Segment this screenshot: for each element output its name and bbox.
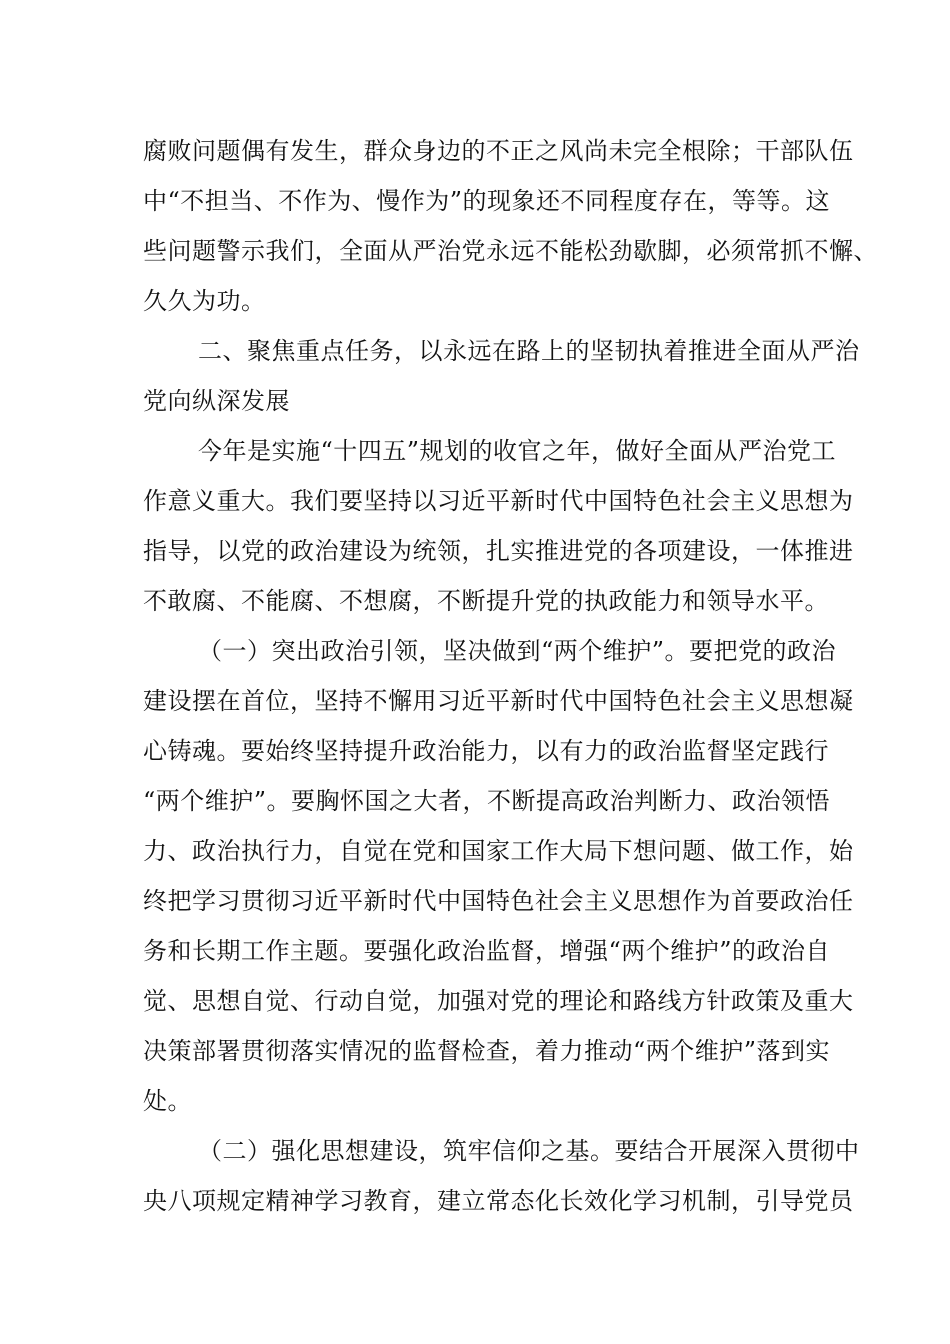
text-line: 央八项规定精神学习教育，建立常态化长效化学习机制，引导党员 [143, 1187, 854, 1215]
text-line: 指导，以党的政治建设为统领，扎实推进党的各项建设，一体推进 [143, 537, 854, 565]
section-heading-cont: 党向纵深发展 [143, 387, 290, 415]
text-line: 作意义重大。我们要坚持以习近平新时代中国特色社会主义思想为 [143, 487, 854, 515]
document-body [143, 126, 878, 1226]
text-line: 腐败问题偶有发生，群众身边的不正之风尚未完全根除；干部队伍 [143, 137, 854, 165]
text-line: 久久为功。 [143, 287, 266, 315]
text-line: 务和长期工作主题。要强化政治监督，增强“两个维护”的政治自 [143, 937, 831, 965]
text-line: 力、政治执行力，自觉在党和国家工作大局下想问题、做工作，始 [143, 837, 854, 865]
text-line: 决策部署贯彻落实情况的监督检查，着力推动“两个维护”落到实 [143, 1037, 831, 1065]
text-line: 觉、思想自觉、行动自觉，加强对党的理论和路线方针政策及重大 [143, 987, 854, 1015]
subsection-line: （一）突出政治引领，坚决做到“两个维护”。要把党的政治 [198, 637, 837, 665]
text-line: 今年是实施“十四五”规划的收官之年，做好全面从严治党工 [198, 437, 837, 465]
text-line: 处。 [143, 1087, 192, 1115]
text-line: 中“不担当、不作为、慢作为”的现象还不同程度存在，等等。这 [143, 187, 831, 215]
text-line: 心铸魂。要始终坚持提升政治能力，以有力的政治监督坚定践行 [143, 737, 829, 765]
subsection-line: （二）强化思想建设，筑牢信仰之基。要结合开展深入贯彻中 [198, 1137, 860, 1165]
text-line: 终把学习贯彻习近平新时代中国特色社会主义思想作为首要政治任 [143, 887, 854, 915]
text-line: 建设摆在首位，坚持不懈用习近平新时代中国特色社会主义思想凝 [143, 687, 854, 715]
text-line: 些问题警示我们，全面从严治党永远不能松劲歇脚，必须常抓不懈、 [143, 237, 878, 265]
text-line: “两个维护”。要胸怀国之大者，不断提高政治判断力、政治领悟 [143, 787, 831, 815]
section-heading: 二、聚焦重点任务，以永远在路上的坚韧执着推进全面从严治 [198, 337, 860, 365]
text-line: 不敢腐、不能腐、不想腐，不断提升党的执政能力和领导水平。 [143, 587, 829, 615]
